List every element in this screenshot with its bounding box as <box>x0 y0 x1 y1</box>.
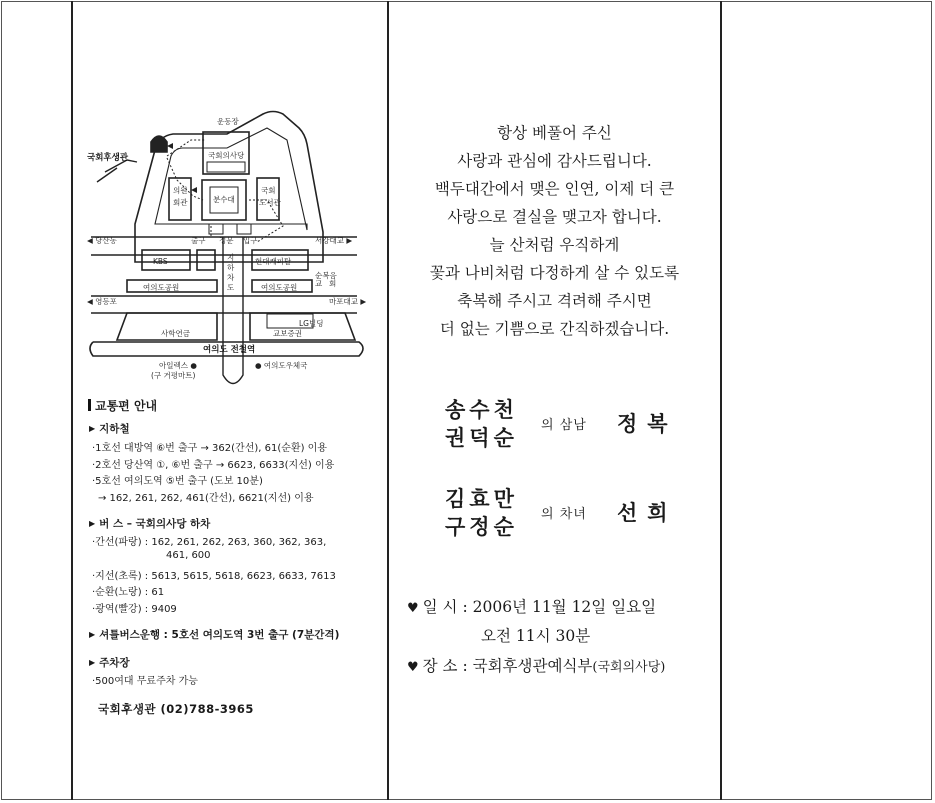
map-label-members-hall-2: 회관 <box>173 198 188 207</box>
greeting-line-6: 꽃과 나비처럼 다정하게 살 수 있도록 <box>429 264 680 282</box>
date-text: 일 시 : 2006년 11월 12일 일요일 <box>422 598 657 616</box>
map-label-yeongdeungpo: ◀ 영등포 <box>87 297 117 306</box>
groom-mother-name: 권덕순 <box>445 425 518 450</box>
place-note: (국회의사당) <box>592 660 666 675</box>
map-label-post: ● 여의도우체국 <box>255 361 308 370</box>
triangle-icon: ▶ <box>89 630 96 639</box>
directions-panel <box>73 0 387 803</box>
heart-icon: ♥ <box>407 660 419 675</box>
place-line <box>407 654 665 676</box>
triangle-icon: ▶ <box>89 424 96 433</box>
map-label-kbs: KBS <box>153 257 168 266</box>
bus-line-3: ·지선(초록) : 5613, 5615, 5618, 6623, 6633, 7613 <box>92 571 336 582</box>
bride-relation: 의 차녀 <box>541 507 587 522</box>
bride-mother-name: 구정순 <box>445 514 518 539</box>
map-label-park-right: 여의도공원 <box>261 283 298 292</box>
groom-father-name: 송수천 <box>445 397 518 422</box>
transport-title: 교통편 안내 <box>88 397 157 414</box>
map-label-stadium: 운동장 <box>217 117 239 126</box>
map-label-assembly: 국회의사당 <box>208 151 245 160</box>
map-label-seogang: 서강대교 ▶ <box>315 236 353 245</box>
greeting-line-2: 사랑과 관심에 감사드립니다. <box>457 152 652 170</box>
greeting-line-4: 사랑으로 결실을 맺고자 합니다. <box>447 208 662 226</box>
map-label-sahak: 사학연금 <box>161 329 190 338</box>
greeting-line-5: 늘 산처럼 우직하게 <box>489 236 620 254</box>
groom-name: 정복 <box>617 411 678 436</box>
map-label-fountain: 분수대 <box>213 195 235 204</box>
map-label-welfare-hall: 국회후생관 <box>87 153 129 163</box>
fold-line-3 <box>720 1 722 800</box>
heart-icon: ♥ <box>407 601 419 616</box>
bride-father-name: 김효만 <box>445 486 518 511</box>
parking-heading <box>89 655 130 670</box>
place-text: 장 소 : 국회후생관예식부 <box>422 657 593 675</box>
subway-line-2: ·2호선 당산역 ①, ⑥번 출구 → 6623, 6633(지선) 이용 <box>92 460 335 471</box>
greeting-line-1: 항상 베풀어 주신 <box>497 124 612 142</box>
time-line: 오전 11시 30분 <box>481 627 591 645</box>
bride-name: 선희 <box>617 500 678 525</box>
map-label-dangsan: ◀ 당산동 <box>87 236 117 245</box>
map-label-road-1: 지 <box>227 253 235 262</box>
bus-heading-text: 버 스 – 국회의사당 하차 <box>99 518 211 530</box>
subway-line-3: ·5호선 여의도역 ⑤번 출구 (도보 10분) <box>92 476 263 487</box>
map-label-ireland-2: (구 거평마트) <box>151 371 196 380</box>
triangle-icon: ▶ <box>89 658 96 667</box>
map-label-exit: 출구 <box>191 236 206 245</box>
map-label-suncheon-3: 회 <box>329 279 337 288</box>
bus-line-4: ·순환(노랑) : 61 <box>92 587 165 598</box>
shuttle-heading <box>89 627 339 642</box>
subway-heading <box>89 421 130 436</box>
subway-line-4: → 162, 261, 262, 461(간선), 6621(지선) 이용 <box>98 493 314 504</box>
bus-line-2: 461, 600 <box>166 550 211 561</box>
map-label-entrance: 입구 <box>243 236 258 245</box>
map-label-main-gate: 정문 <box>219 236 234 245</box>
shuttle-heading-text: 셔틀버스운행 : 5호선 여의도역 3번 출구 (7분간격) <box>99 629 340 641</box>
subway-heading-text: 지하철 <box>99 423 130 435</box>
bus-line-5: ·광역(빨강) : 9409 <box>92 604 177 615</box>
map-label-library-2: 도서관 <box>259 198 281 207</box>
map-label-park-left: 여의도공원 <box>143 283 180 292</box>
location-map <box>87 100 377 390</box>
subway-line-1: ·1호선 대방역 ⑥번 출구 → 362(간선), 61(순환) 이용 <box>92 443 327 454</box>
greeting-line-7: 축복해 주시고 격려해 주시면 <box>457 292 652 310</box>
greeting-line-8: 더 없는 기쁨으로 간직하겠습니다. <box>439 320 670 338</box>
bus-line-1: ·간선(파랑) : 162, 261, 262, 263, 360, 362, 363, <box>92 537 327 548</box>
parking-heading-text: 주차장 <box>99 657 130 669</box>
map-label-ireland-1: 아일렉스 ● <box>159 361 197 370</box>
map-label-library-1: 국회 <box>261 186 276 195</box>
triangle-icon: ▶ <box>89 519 96 528</box>
bus-heading <box>89 516 210 531</box>
map-label-kyobo: 교보증권 <box>273 329 302 338</box>
map-label-mapo: 마포대교 ▶ <box>329 297 367 306</box>
map-label-members-hall-1: 의원 <box>173 186 188 195</box>
map-label-lg: LG빌딩 <box>299 319 324 328</box>
date-line <box>407 595 656 617</box>
map-label-station: 여의도 전철역 <box>203 345 256 355</box>
groom-relation: 의 삼남 <box>541 418 587 433</box>
map-label-road-3: 차 <box>227 273 235 282</box>
map-label-hyundai: 현대캐피탈 <box>255 257 292 266</box>
map-label-suncheon-1: 순복음 <box>315 271 337 280</box>
invitation-panel <box>389 0 720 803</box>
map-label-suncheon-2: 교 <box>315 279 323 288</box>
map-label-road-4: 도 <box>227 283 235 292</box>
parking-line-1: ·500여대 무료주차 가능 <box>92 676 198 687</box>
map-label-road-2: 하 <box>227 263 235 272</box>
contact-info: 국회후생관 (02)788-3965 <box>98 702 254 716</box>
greeting-line-3: 백두대간에서 맺은 인연, 이제 더 큰 <box>434 180 675 198</box>
